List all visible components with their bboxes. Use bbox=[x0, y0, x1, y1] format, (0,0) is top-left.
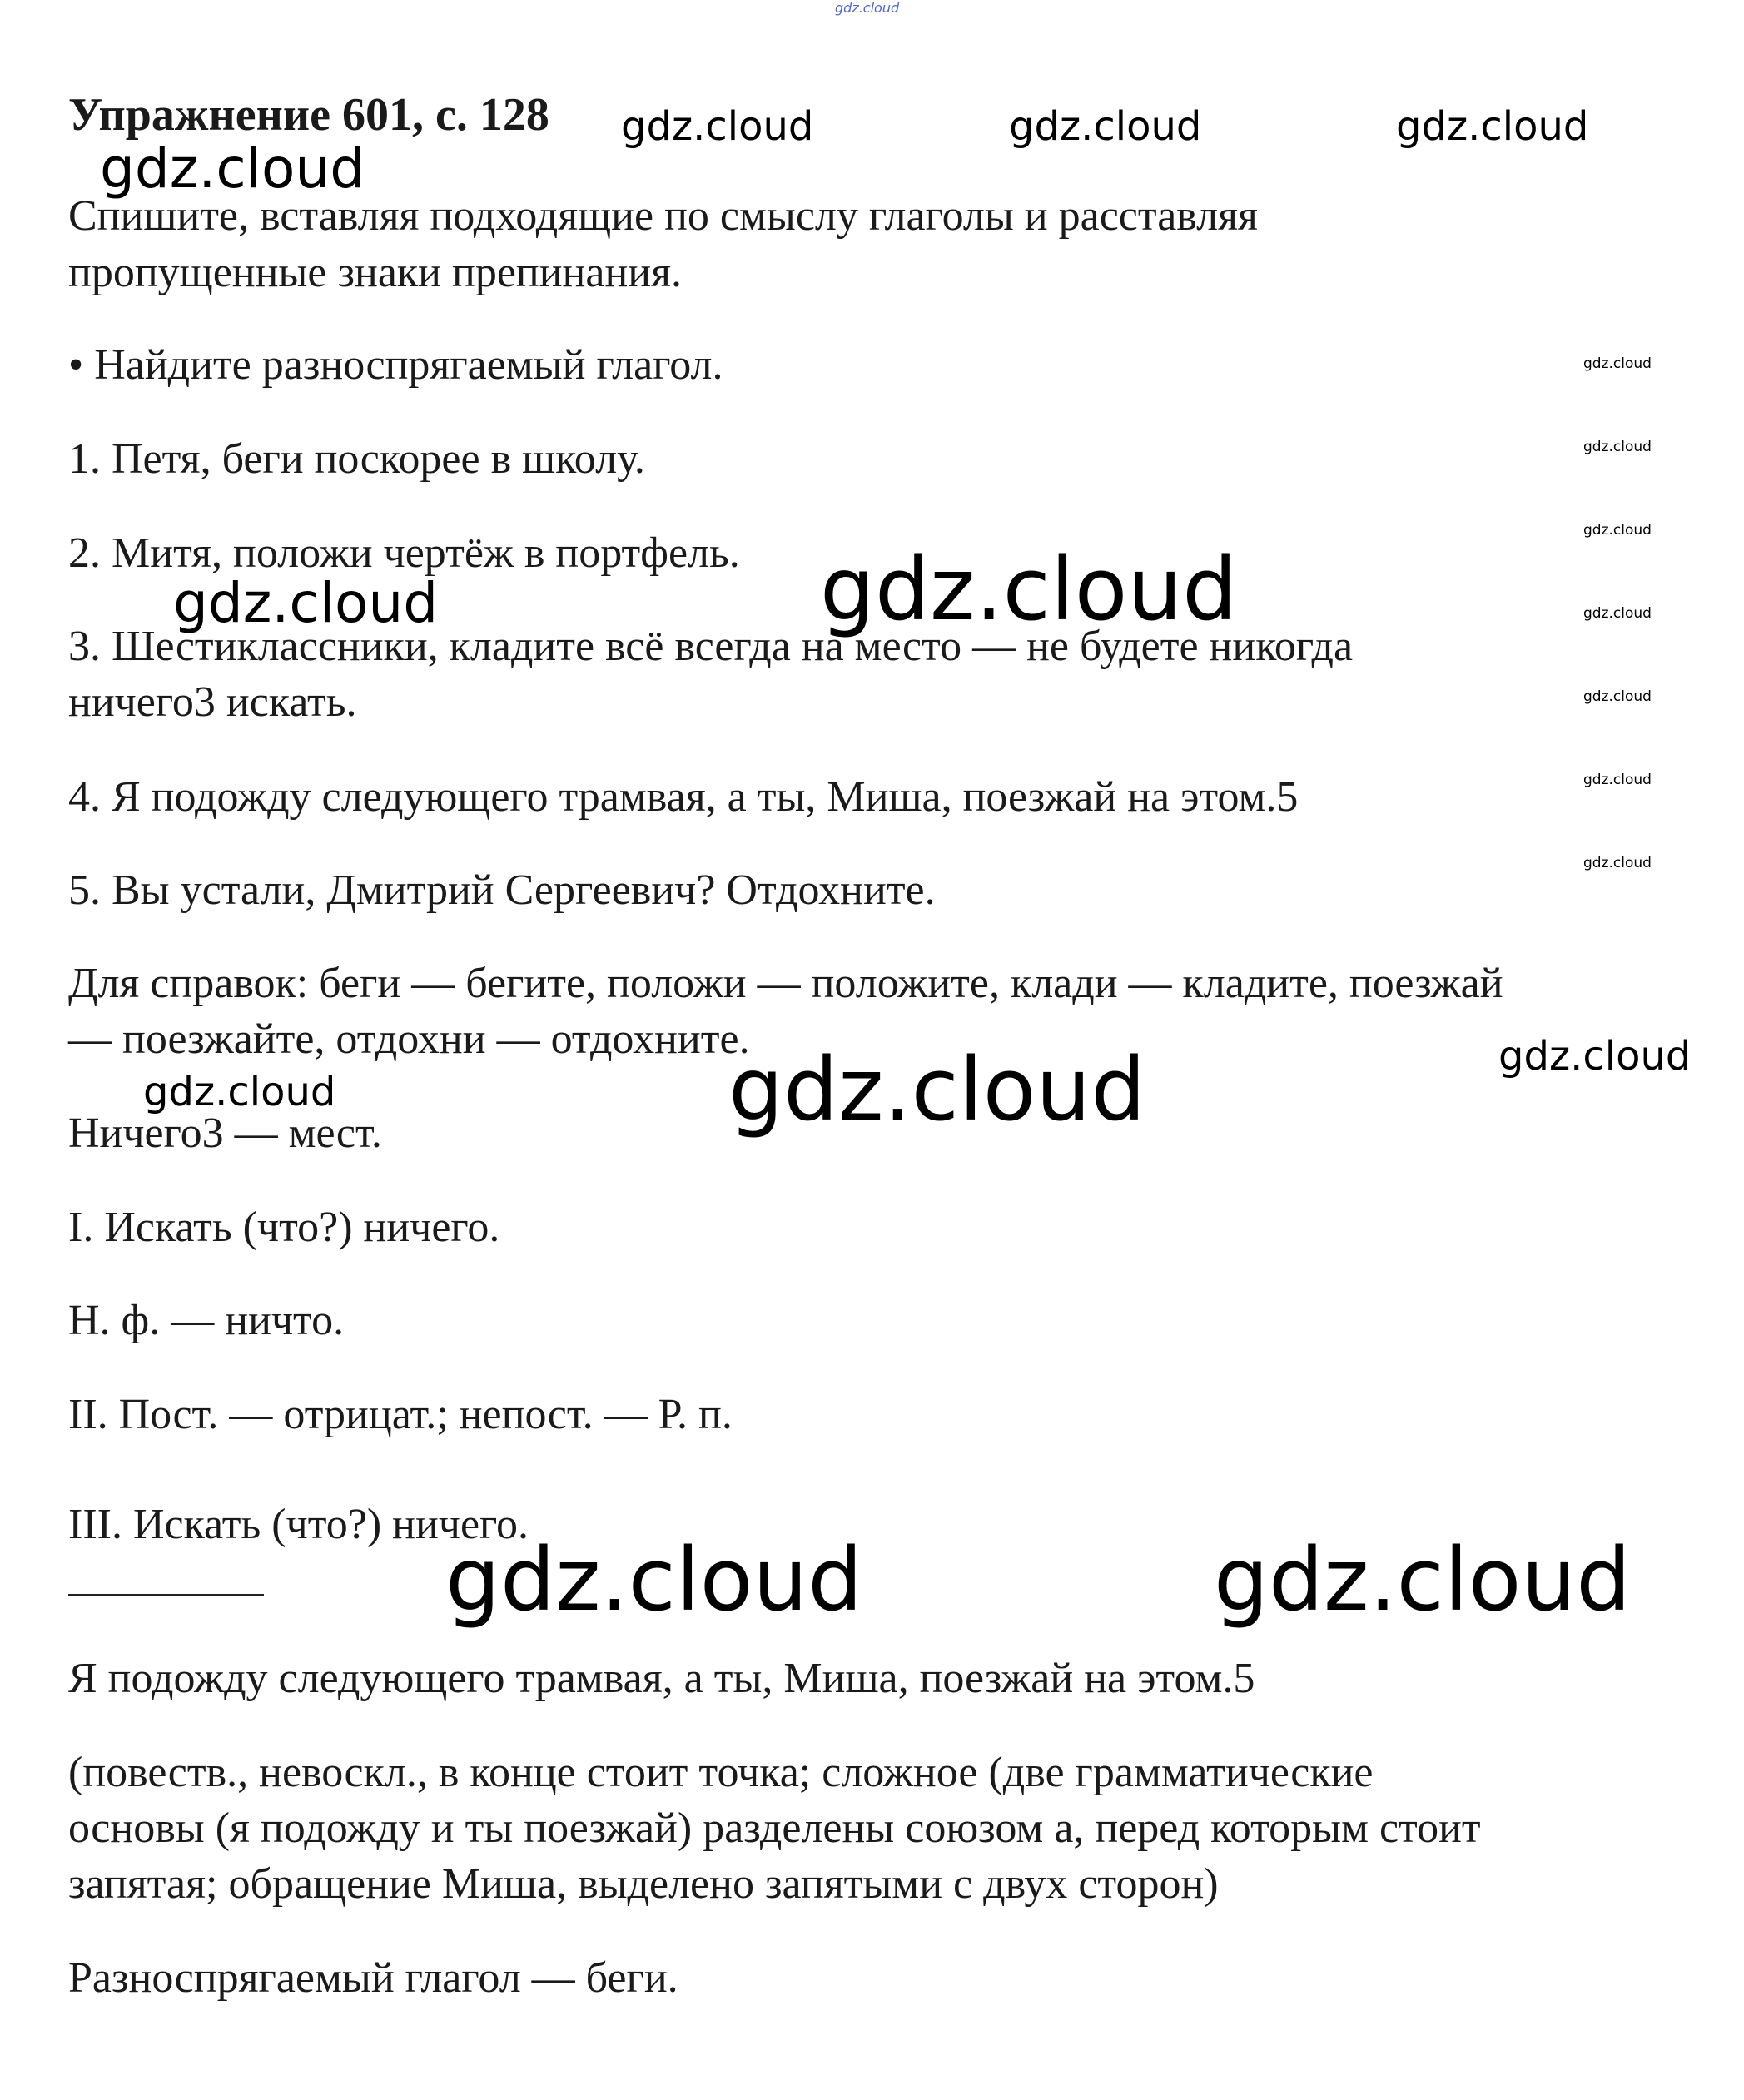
reference-line-1: Для справок: беги — бегите, положи — положите, клади — кладите, поезжай bbox=[68, 960, 1503, 1007]
watermark-small-3: gdz.cloud bbox=[1583, 522, 1652, 539]
exercise-title: Упражнение 601, с. 128 bbox=[68, 89, 549, 141]
watermark-small-2: gdz.cloud bbox=[1583, 439, 1652, 455]
watermark-11: gdz.cloud bbox=[1214, 1529, 1632, 1631]
watermark-5: gdz.cloud bbox=[173, 571, 439, 635]
conclusion: Разноспрягаемый глагол — беги. bbox=[68, 1954, 678, 2002]
analysis-step-2: II. Пост. — отрицат.; непост. — Р. п. bbox=[68, 1391, 733, 1438]
analysis-heading: Ничего3 — мест. bbox=[68, 1110, 382, 1157]
watermark-10: gdz.cloud bbox=[445, 1529, 863, 1631]
watermark-4: gdz.cloud bbox=[100, 137, 365, 201]
task-line-1: Спишите, вставляя подходящие по смыслу глаголы и расставляя bbox=[68, 192, 1258, 240]
sentence-4: 4. Я подожду следующего трамвая, а ты, Миша, поезжай на этом.5 bbox=[68, 773, 1299, 821]
watermark-1: gdz.cloud bbox=[621, 103, 814, 150]
parse-note-line-3: запятая; обращение Миша, выделено запятыми с двух сторон) bbox=[68, 1860, 1219, 1908]
watermark-3: gdz.cloud bbox=[1396, 103, 1589, 150]
sentence-1: 1. Петя, беги поскорее в школу. bbox=[68, 435, 645, 483]
analysis-step-3: III. Искать (что?) ничего. bbox=[68, 1501, 529, 1548]
sentence-3-line-2: ничего3 искать. bbox=[68, 678, 357, 726]
sentence-5: 5. Вы устали, Дмитрий Сергеевич? Отдохните. bbox=[68, 866, 936, 914]
parsed-sentence: Я подожду следующего трамвая, а ты, Миша, поезжай на этом.5 bbox=[68, 1655, 1255, 1702]
sentence-2: 2. Митя, положи чертёж в портфель. bbox=[68, 529, 740, 577]
watermark-small-1: gdz.cloud bbox=[1583, 355, 1652, 372]
watermark-2: gdz.cloud bbox=[1009, 103, 1202, 150]
sentence-3-line-1: 3. Шестиклассники, кладите всё всегда на место — не будете никогда bbox=[68, 623, 1354, 670]
parse-note-line-2: основы (я подожду и ты поезжай) разделены союзом а, перед которым стоит bbox=[68, 1805, 1481, 1852]
watermark-7: gdz.cloud bbox=[1498, 1033, 1692, 1080]
watermark-8: gdz.cloud bbox=[143, 1069, 336, 1115]
watermark-small-7: gdz.cloud bbox=[1583, 855, 1652, 871]
separator-line bbox=[68, 1594, 264, 1596]
analysis-base-form: Н. ф. — ничто. bbox=[68, 1297, 345, 1344]
watermark-6: gdz.cloud bbox=[820, 539, 1238, 640]
parse-note-line-1: (повеств., невоскл., в конце стоит точка; сложное (две грамматические bbox=[68, 1749, 1374, 1796]
watermark-small-5: gdz.cloud bbox=[1583, 688, 1652, 705]
task-line-2: пропущенные знаки препинания. bbox=[68, 249, 683, 296]
watermark-top: gdz.cloud bbox=[835, 0, 900, 16]
reference-line-2: — поезжайте, отдохни — отдохните. bbox=[68, 1015, 750, 1063]
watermark-9: gdz.cloud bbox=[728, 1039, 1146, 1140]
watermark-small-4: gdz.cloud bbox=[1583, 605, 1652, 622]
watermark-small-6: gdz.cloud bbox=[1583, 772, 1652, 788]
analysis-step-1: I. Искать (что?) ничего. bbox=[68, 1204, 500, 1251]
task-bullet: • Найдите разноспрягаемый глагол. bbox=[68, 341, 723, 389]
